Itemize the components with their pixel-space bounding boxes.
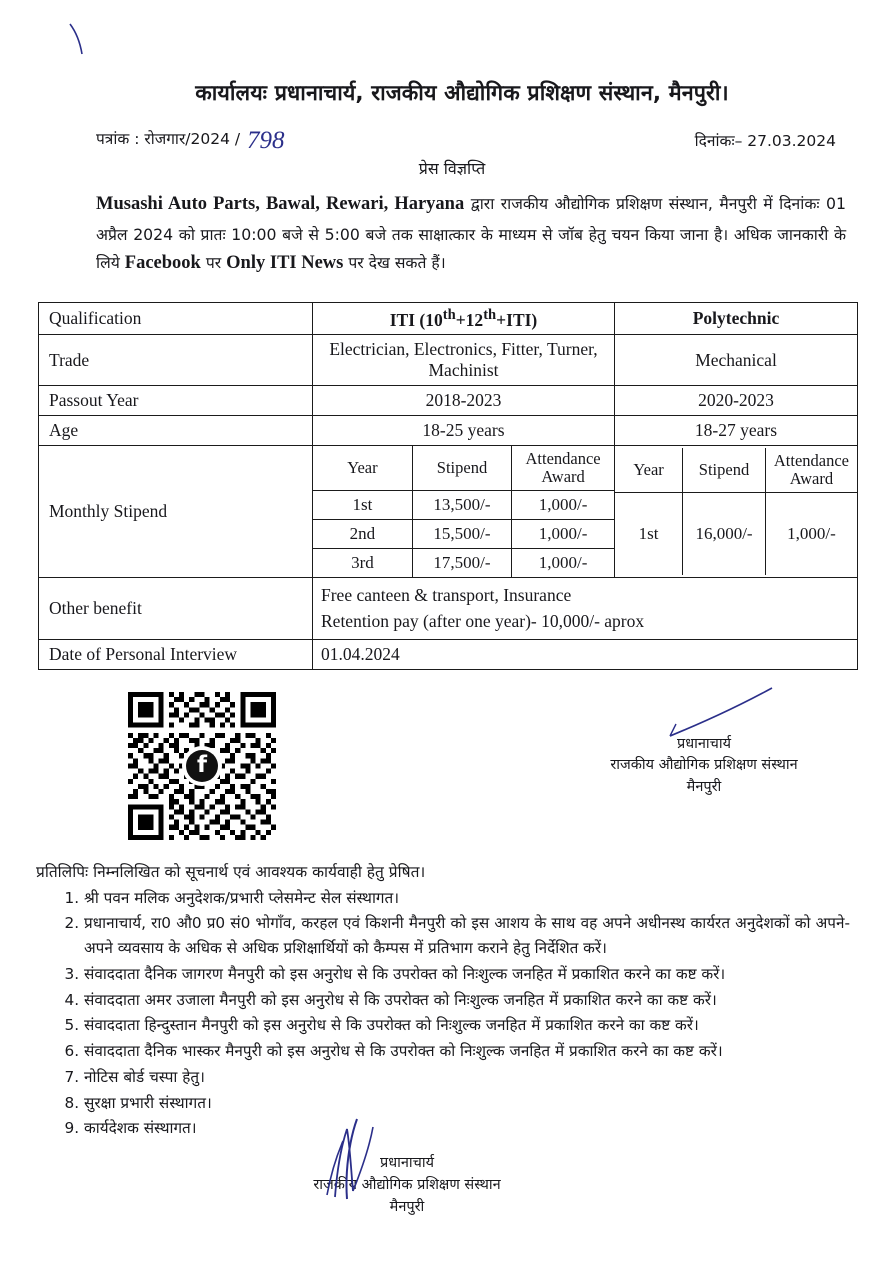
stipend-iti-year-3: 3rd: [313, 549, 412, 578]
office-heading: कार्यालयः प्रधानाचार्य, राजकीय औद्योगिक प्रशिक्षण संस्थान, मैनपुरी।: [195, 81, 729, 106]
table-row-qualification: [39, 302, 858, 335]
trade-iti: Electrician, Electronics, Fitter, Turner, Machinist: [313, 335, 615, 386]
stipend-iti-cell: [313, 446, 615, 578]
signature-designation-bottom: प्रधानाचार्य: [379, 1155, 435, 1172]
stipend-poly-amount-1: 16,000/-: [683, 493, 766, 576]
row-label-other-benefit: Other benefit: [39, 578, 313, 640]
announcement-paragraph: [96, 189, 846, 280]
stipend-iti-amount-1: 13,500/-: [412, 491, 511, 520]
list-item: 8. सुरक्षा प्रभारी संस्थागत।: [84, 1091, 850, 1116]
qr-code[interactable]: [128, 692, 276, 840]
list-item: 2. प्रधानाचार्य, रा0 औ0 प्र0 सं0 भोगाँव, करहल एवं किशनी मैनपुरी को इस आशय के साथ वह अपने अधीनस्थ कार्यरत अनुदेशकों को अपने-अपने व्यवसाय के अधिक से अधिक प्रशिक्षार्थियों को कैम्पस में प्रतिभाग कराने हेतु निर्देशित करें।: [84, 911, 850, 961]
signature-city-bottom: मैनपुरी: [389, 1198, 425, 1215]
stipend-iti-row: [313, 520, 614, 549]
letter-number-label: पत्रांक : रोजगार/2024 /: [96, 130, 241, 148]
list-item: 3. संवाददाता दैनिक जागरण मैनपुरी को इस अनुरोध से कि उपरोक्त को निःशुल्क जनहित में प्रकाशित करने का कष्ट करें।: [84, 962, 850, 987]
stipend-iti-head-year: Year: [313, 446, 412, 490]
copy-heading: प्रतिलिपिः निम्नलिखित को सूचनार्थ एवं आवश्यक कार्यवाही हेतु प्रेषित।: [36, 862, 426, 881]
passout-iti: 2018-2023: [313, 386, 615, 416]
other-benefit-value: [313, 578, 858, 640]
letter-number-value: 798: [247, 127, 285, 154]
interview-date-value: 01.04.2024: [313, 639, 858, 669]
table-row-stipend: [39, 446, 858, 578]
stipend-iti-header: [313, 446, 614, 490]
letter-meta-row: [0, 123, 894, 154]
age-poly: 18-27 years: [615, 416, 858, 446]
row-label-stipend: Monthly Stipend: [39, 446, 313, 578]
letter-number: [96, 123, 285, 154]
stipend-poly-header: [615, 448, 857, 492]
signature-city-top: मैनपुरी: [686, 779, 722, 796]
announcement-text-3: पर देख सकते हैं।: [343, 252, 446, 272]
pen-mark: [68, 22, 88, 56]
letter-date: दिनांकः– 27.03.2024: [694, 132, 836, 150]
stipend-poly-row: [615, 493, 857, 576]
company-name: Musashi Auto Parts, Bawal, Rewari, Haryana: [96, 194, 465, 214]
stipend-poly-head-award: Attendance Award: [765, 448, 857, 492]
row-label-age: Age: [39, 416, 313, 446]
row-label-trade: Trade: [39, 335, 313, 386]
handwritten-signature: [287, 1111, 407, 1201]
table-row-age: [39, 416, 858, 446]
list-item: 4. संवाददाता अमर उजाला मैनपुरी को इस अनुरोध से कि उपरोक्त को निःशुल्क जनहित में प्रकाशित करने का कष्ट करें।: [84, 988, 850, 1013]
row-label-interview-date: Date of Personal Interview: [39, 639, 313, 669]
list-item: 1. श्री पवन मलिक अनुदेशक/प्रभारी प्लेसमेन्ट सेल संस्थागत।: [84, 886, 850, 911]
list-item: 5. संवाददाता हिन्दुस्तान मैनपुरी को इस अनुरोध से कि उपरोक्त को निःशुल्क जनहित में प्रकाशित करने का कष्ट करें।: [84, 1013, 850, 1038]
age-iti: 18-25 years: [313, 416, 615, 446]
stipend-poly-head-year: Year: [615, 448, 683, 492]
stipend-iti-table: [313, 446, 614, 577]
facebook-glyph: f: [186, 750, 218, 782]
channel-name: Only ITI News: [226, 252, 344, 273]
job-details-table: [38, 302, 858, 670]
stipend-iti-row: [313, 549, 614, 578]
list-item: 7. नोटिस बोर्ड चस्पा हेतु।: [84, 1065, 850, 1090]
copy-list: [62, 886, 850, 1142]
stipend-iti-amount-3: 17,500/-: [412, 549, 511, 578]
signature-designation-top: प्रधानाचार्य: [676, 735, 732, 752]
facebook-icon: [182, 746, 222, 786]
row-label-passout: Passout Year: [39, 386, 313, 416]
stipend-poly-year-1: 1st: [615, 493, 683, 576]
stipend-iti-award-2: 1,000/-: [512, 520, 614, 549]
list-item: 6. संवाददाता दैनिक भास्कर मैनपुरी को इस अनुरोध से कि उपरोक्त को निःशुल्क जनहित में प्रकाशित करने का कष्ट करें।: [84, 1039, 850, 1064]
facebook-label: Facebook: [124, 252, 201, 273]
qualification-poly: Polytechnic: [615, 302, 858, 335]
stipend-iti-year-1: 1st: [313, 491, 412, 520]
table-row-passout: [39, 386, 858, 416]
stipend-poly-cell: [615, 446, 858, 578]
stipend-iti-head-award: Attendance Award: [512, 446, 614, 490]
stipend-iti-award-1: 1,000/-: [512, 491, 614, 520]
trade-poly: Mechanical: [615, 335, 858, 386]
press-release-title: प्रेस विज्ञप्ति: [418, 159, 486, 178]
signature-institute-bottom: राजकीय औद्योगिक प्रशिक्षण संस्थान: [313, 1176, 501, 1193]
qualification-iti: ITI (10th+12th+ITI): [313, 302, 615, 335]
announcement-text-2: पर: [200, 252, 227, 272]
other-benefit-line-2: Retention pay (after one year)- 10,000/- aprox: [321, 611, 645, 632]
row-label-qualification: Qualification: [39, 302, 313, 335]
table-row-trade: [39, 335, 858, 386]
stipend-poly-award-1: 1,000/-: [765, 493, 857, 576]
stipend-iti-amount-2: 15,500/-: [412, 520, 511, 549]
table-row-other-benefit: [39, 578, 858, 640]
stipend-iti-year-2: 2nd: [313, 520, 412, 549]
announcement-text-1: द्वारा राजकीय औद्योगिक प्रशिक्षण संस्थान, मैनपुरी में दिनांकः 01 अप्रैल 2024 को प्रातः 10:00 बजे से 5:00 बजे तक साक्षात्कार के माध्यम से जॉब हेतु चयन किया जाना है। अधिक जानकारी के लिये: [96, 194, 846, 272]
stipend-poly-head-stipend: Stipend: [683, 448, 766, 492]
stipend-iti-head-stipend: Stipend: [412, 446, 511, 490]
stipend-iti-award-3: 1,000/-: [512, 549, 614, 578]
stipend-iti-row: [313, 491, 614, 520]
other-benefit-line-1: Free canteen & transport, Insurance: [321, 585, 572, 606]
stipend-poly-table: [615, 448, 857, 575]
table-row-interview-date: [39, 639, 858, 669]
passout-poly: 2020-2023: [615, 386, 858, 416]
qr-and-signature-area: [0, 686, 894, 856]
list-item: 9. कार्यदेशक संस्थागत।: [84, 1116, 850, 1141]
signature-block-top: [584, 734, 824, 799]
signature-institute-top: राजकीय औद्योगिक प्रशिक्षण संस्थान: [610, 757, 798, 774]
signature-block-bottom: [0, 1153, 894, 1218]
